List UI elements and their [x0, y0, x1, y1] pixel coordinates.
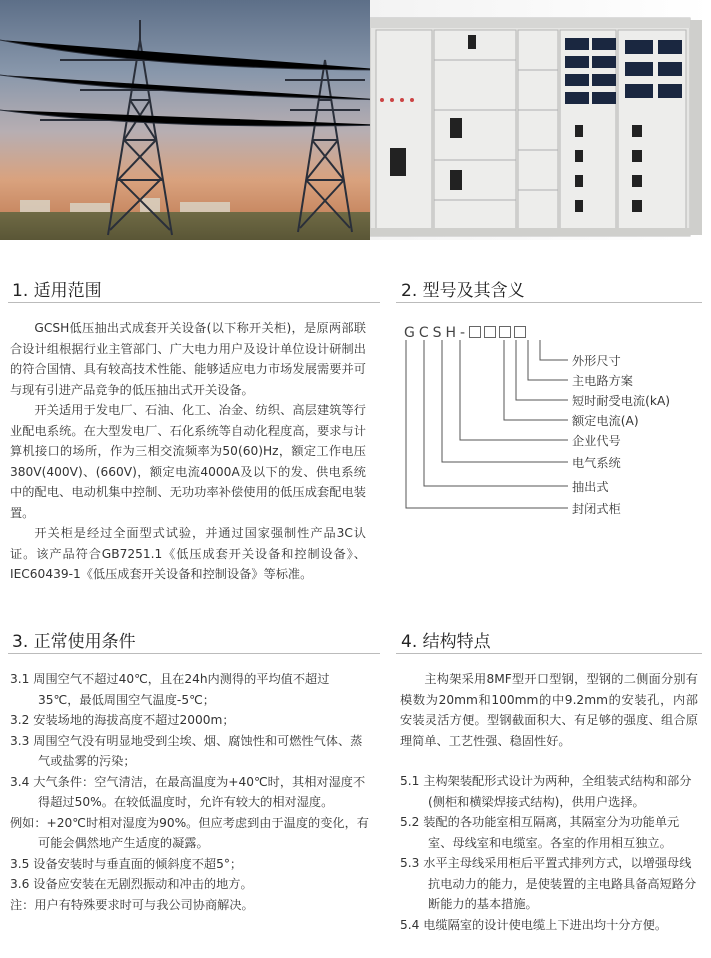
section-conditions-rule — [8, 653, 380, 654]
section-scope-body — [10, 318, 366, 585]
model-label-7: 抽出式 — [572, 480, 609, 494]
placeholder-box-3 — [499, 326, 511, 338]
condition-item-4: 3.4 大气条件：空气清洁，在最高温度为+40℃时，其相对湿度不得超过50%。在较低温度时，允许有较大的相对湿度。 — [10, 774, 366, 809]
model-code-text: GCSH- — [404, 325, 470, 341]
model-label-4: 额定电流(A) — [572, 414, 639, 428]
condition-item-3: 3.3 周围空气没有明显地受到尘埃、烟、腐蚀性和可燃性气体、蒸气或盐雾的污染； — [10, 733, 363, 768]
model-label-2: 主电路方案 — [572, 374, 633, 388]
structure-intro-text: 主构架采用8MF型开口型钢，型钢的二侧面分别有模数为20mm和100mm的中9.2mm的安装孔，内部安装灵活方便。型钢截面积大、有足够的强度、组合原理简单、工艺性强、稳固性好。 — [400, 672, 698, 748]
structure-intro — [400, 669, 698, 751]
model-label-5: 企业代号 — [572, 434, 621, 448]
structure-item-1: 5.1 主构架装配形式设计为两种，全组装式结构和部分(侧柜和横梁焊接式结构)，供用户选择。 — [400, 774, 692, 809]
model-label-8: 封闭式柜 — [572, 502, 621, 516]
structure-list — [400, 771, 700, 935]
model-label-3: 短时耐受电流(kA) — [572, 394, 671, 408]
condition-item-5: 3.5 设备安装时与垂直面的倾斜度不超5°； — [10, 856, 243, 871]
placeholder-box-1 — [469, 326, 481, 338]
model-label-6: 电气系统 — [572, 456, 621, 470]
conditions-list — [10, 669, 370, 915]
section-conditions-title: 3. 正常使用条件 — [12, 632, 136, 652]
scope-paragraph-3: 开关柜是经过全面型式试验，并通过国家强制性产品3C认证。该产品符合GB7251.1《低压成套开关设备和控制设备》、IEC60439-1《低压成套开关设备和控制设备》等标准。 — [10, 526, 366, 581]
section-model-title: 2. 型号及其含义 — [401, 281, 525, 301]
section-structure-rule — [396, 653, 702, 654]
scope-paragraph-1: GCSH低压抽出式成套开关设备(以下称开关柜)，是原两部联合设计组根据行业主管部门、广大电力用户及设计单位设计研制出的符合国情、具有较高技术性能、能够适应电力市场发展需要并可与现有引进产品竞争的低压抽出式开关设备。 — [10, 321, 366, 397]
condition-item-2: 3.2 安装场地的海拔高度不超过2000m； — [10, 713, 235, 727]
placeholder-box-4 — [514, 326, 526, 338]
structure-item-4: 5.4 电缆隔室的设计使电缆上下进出均十分方便。 — [400, 917, 668, 932]
section-model-rule — [396, 302, 702, 303]
structure-item-3: 5.3 水平主母线采用柜后平置式排列方式，以增强母线抗电动力的能力，是使装置的主电路具备高短路分断能力的基本措施。 — [400, 856, 697, 911]
model-bracket-diagram — [400, 340, 570, 520]
condition-example: 例如：+20℃时相对湿度为90%。但应考虑到由于温度的变化，有可能会偶然地产生适度的凝露。 — [10, 815, 369, 850]
section-structure-title: 4. 结构特点 — [401, 632, 491, 652]
condition-note: 注：用户有特殊要求时可与我公司协商解决。 — [10, 897, 254, 912]
switchgear-cabinet-photo — [370, 0, 711, 240]
power-tower-photo — [0, 0, 390, 240]
model-label-1: 外形尺寸 — [572, 354, 621, 368]
structure-item-2: 5.2 装配的各功能室相互隔离，其隔室分为功能单元室、母线室和电缆室。各室的作用相互独立。 — [400, 815, 680, 850]
section-scope-rule — [8, 302, 380, 303]
condition-item-1: 3.1 周围空气不超过40℃，且在24h内测得的平均值不超过35℃，最低周围空气温度-5℃； — [10, 672, 330, 707]
section-scope-title: 1. 适用范围 — [12, 281, 102, 301]
condition-item-6: 3.6 设备应安装在无剧烈振动和冲击的地方。 — [10, 877, 253, 891]
hero-banner — [0, 0, 711, 240]
model-code — [404, 325, 529, 341]
scope-paragraph-2: 开关适用于发电厂、石油、化工、冶金、纺织、高层建筑等行业配电系统。在大型发电厂、石化系统等自动化程度高，要求与计算机接口的场所，作为三相交流频率为50(60)Hz，额定工作电压380V(400V)、(660V)，额定电流4000A及以下的发、供电系统中的配电、电动机集中控制、无功功率补偿使用的低压成套配电装置。 — [10, 403, 366, 520]
placeholder-box-2 — [484, 326, 496, 338]
